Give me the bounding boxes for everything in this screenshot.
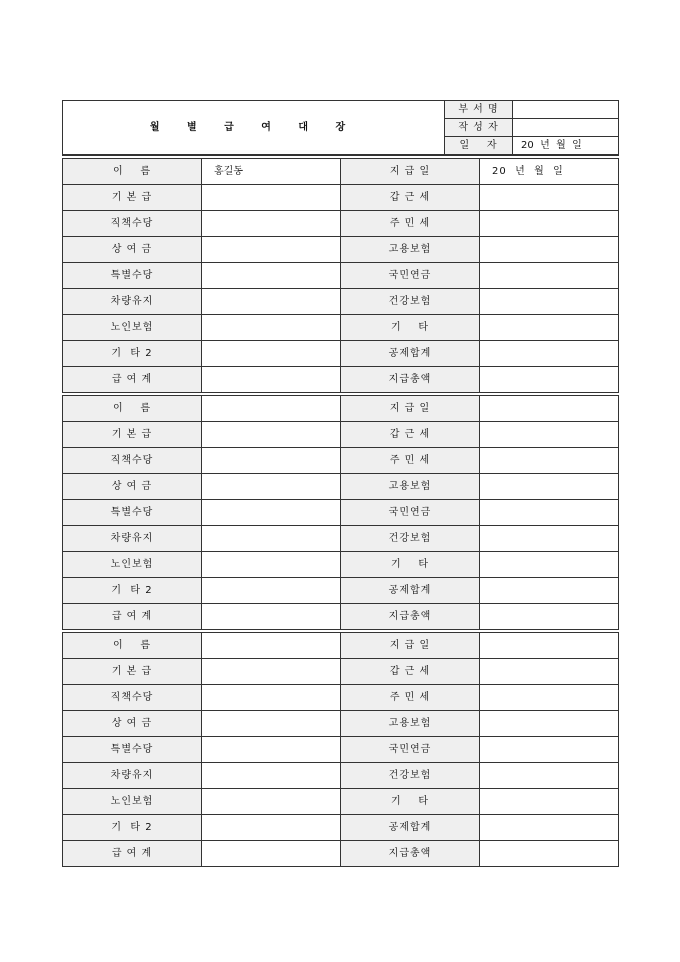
row-label: 차량유지 [63,526,202,552]
row-value-field[interactable] [480,578,619,604]
row-label: 기 타 [341,552,480,578]
row-label: 상 여 금 [63,711,202,737]
date-field[interactable]: 20 년 월 일 [513,137,619,155]
row-value-field[interactable] [202,367,341,395]
row-label: 급 여 계 [63,841,202,867]
row-value-field[interactable] [480,367,619,395]
row-value-field[interactable] [202,711,341,737]
row-value-field[interactable] [202,315,341,341]
row-value-field[interactable] [480,394,619,422]
author-label: 작 성 자 [445,119,513,137]
table-row [63,578,619,604]
row-value-field[interactable] [202,815,341,841]
table-row [63,211,619,237]
row-value-field[interactable] [202,578,341,604]
table-row [63,341,619,367]
row-value-field[interactable] [202,659,341,685]
row-label: 기 본 급 [63,422,202,448]
row-label: 특별수당 [63,263,202,289]
row-value-field[interactable] [202,631,341,659]
row-value-field[interactable] [480,474,619,500]
row-value-field[interactable] [202,789,341,815]
row-value-field[interactable] [480,315,619,341]
row-value-field[interactable] [480,737,619,763]
row-label: 기 본 급 [63,185,202,211]
row-label: 상 여 금 [63,474,202,500]
row-value-field[interactable] [202,185,341,211]
row-value-field[interactable] [202,685,341,711]
dept-field[interactable] [513,101,619,119]
row-label: 급 여 계 [63,367,202,395]
row-label: 주 민 세 [341,448,480,474]
table-row [63,448,619,474]
row-label: 직책수당 [63,685,202,711]
row-label: 지급총액 [341,604,480,632]
row-label: 기 타 2 [63,815,202,841]
row-label: 지급총액 [341,841,480,867]
row-value-field[interactable] [480,631,619,659]
row-value-field[interactable] [202,341,341,367]
table-row [63,422,619,448]
row-value-field[interactable] [480,185,619,211]
row-value-field[interactable] [480,211,619,237]
row-value-field[interactable] [480,237,619,263]
row-value-field[interactable] [202,474,341,500]
row-value-field[interactable] [202,763,341,789]
row-label: 차량유지 [63,763,202,789]
row-value-field[interactable] [202,422,341,448]
row-label: 기 본 급 [63,659,202,685]
row-label: 차량유지 [63,289,202,315]
row-value-field[interactable] [480,448,619,474]
row-label: 지급총액 [341,367,480,395]
row-label: 특별수당 [63,737,202,763]
row-label: 공제합계 [341,815,480,841]
table-row [63,367,619,395]
row-label: 직책수당 [63,448,202,474]
row-label: 지 급 일 [341,394,480,422]
row-label: 건강보험 [341,289,480,315]
row-value-field[interactable] [480,685,619,711]
dept-label: 부 서 명 [445,101,513,119]
author-field[interactable] [513,119,619,137]
table-row [63,552,619,578]
row-value-field[interactable] [480,659,619,685]
row-label: 국민연금 [341,263,480,289]
payroll-document [62,100,618,867]
row-label: 주 민 세 [341,211,480,237]
row-label: 노인보험 [63,789,202,815]
row-label: 국민연금 [341,737,480,763]
row-value-field[interactable] [202,737,341,763]
row-value-field[interactable] [202,289,341,315]
row-value-field[interactable] [480,500,619,526]
row-label: 갑 근 세 [341,422,480,448]
row-label: 갑 근 세 [341,659,480,685]
row-label: 갑 근 세 [341,185,480,211]
row-value-field[interactable] [202,263,341,289]
table-row [63,815,619,841]
row-value-field[interactable] [202,394,341,422]
row-value-field[interactable]: 20 년 월 일 [480,157,619,185]
row-label: 이 름 [63,631,202,659]
row-value-field[interactable] [202,237,341,263]
table-row [63,789,619,815]
table-row [63,711,619,737]
row-label: 기 타 [341,315,480,341]
row-label: 건강보험 [341,763,480,789]
row-value-field[interactable] [480,604,619,632]
row-label: 이 름 [63,394,202,422]
row-label: 고용보험 [341,711,480,737]
row-value-field[interactable] [480,263,619,289]
row-label: 급 여 계 [63,604,202,632]
row-label: 상 여 금 [63,237,202,263]
row-label: 고용보험 [341,237,480,263]
row-label: 이 름 [63,157,202,185]
table-row [63,659,619,685]
row-label: 공제합계 [341,341,480,367]
table-row [63,685,619,711]
row-value-field[interactable] [480,526,619,552]
date-label: 일 자 [445,137,513,155]
row-value-field[interactable] [480,841,619,867]
table-row [63,763,619,789]
row-value-field[interactable] [202,500,341,526]
row-label: 주 민 세 [341,685,480,711]
table-row [63,500,619,526]
table-row [63,157,619,185]
row-label: 국민연금 [341,500,480,526]
table-row [63,315,619,341]
row-value-field[interactable] [480,789,619,815]
row-label: 특별수당 [63,500,202,526]
table-row [63,237,619,263]
row-value-field[interactable] [480,552,619,578]
row-value-field[interactable] [480,763,619,789]
row-value-field[interactable] [202,448,341,474]
table-row [63,474,619,500]
table-row [63,526,619,552]
table-row [63,841,619,867]
row-label: 기 타 [341,789,480,815]
row-label: 공제합계 [341,578,480,604]
table-row [63,394,619,422]
row-value-field[interactable] [202,552,341,578]
header-table [62,100,619,155]
row-value-field[interactable] [480,289,619,315]
row-value-field[interactable] [480,815,619,841]
row-label: 건강보험 [341,526,480,552]
row-value-field[interactable]: 홍길동 [202,157,341,185]
row-value-field[interactable] [480,711,619,737]
row-label: 노인보험 [63,552,202,578]
row-label: 지 급 일 [341,157,480,185]
table-row [63,289,619,315]
row-value-field[interactable] [480,422,619,448]
row-label: 노인보험 [63,315,202,341]
row-value-field[interactable] [480,341,619,367]
table-row [63,185,619,211]
row-value-field[interactable] [202,841,341,867]
table-row [63,263,619,289]
table-row [63,631,619,659]
row-label: 기 타 2 [63,341,202,367]
table-row [63,737,619,763]
row-label: 직책수당 [63,211,202,237]
row-value-field[interactable] [202,526,341,552]
row-label: 지 급 일 [341,631,480,659]
row-value-field[interactable] [202,604,341,632]
payroll-table [62,155,619,867]
row-label: 기 타 2 [63,578,202,604]
page-title: 월 별 급 여 대 장 [63,101,445,155]
row-label: 고용보험 [341,474,480,500]
row-value-field[interactable] [202,211,341,237]
table-row [63,604,619,632]
